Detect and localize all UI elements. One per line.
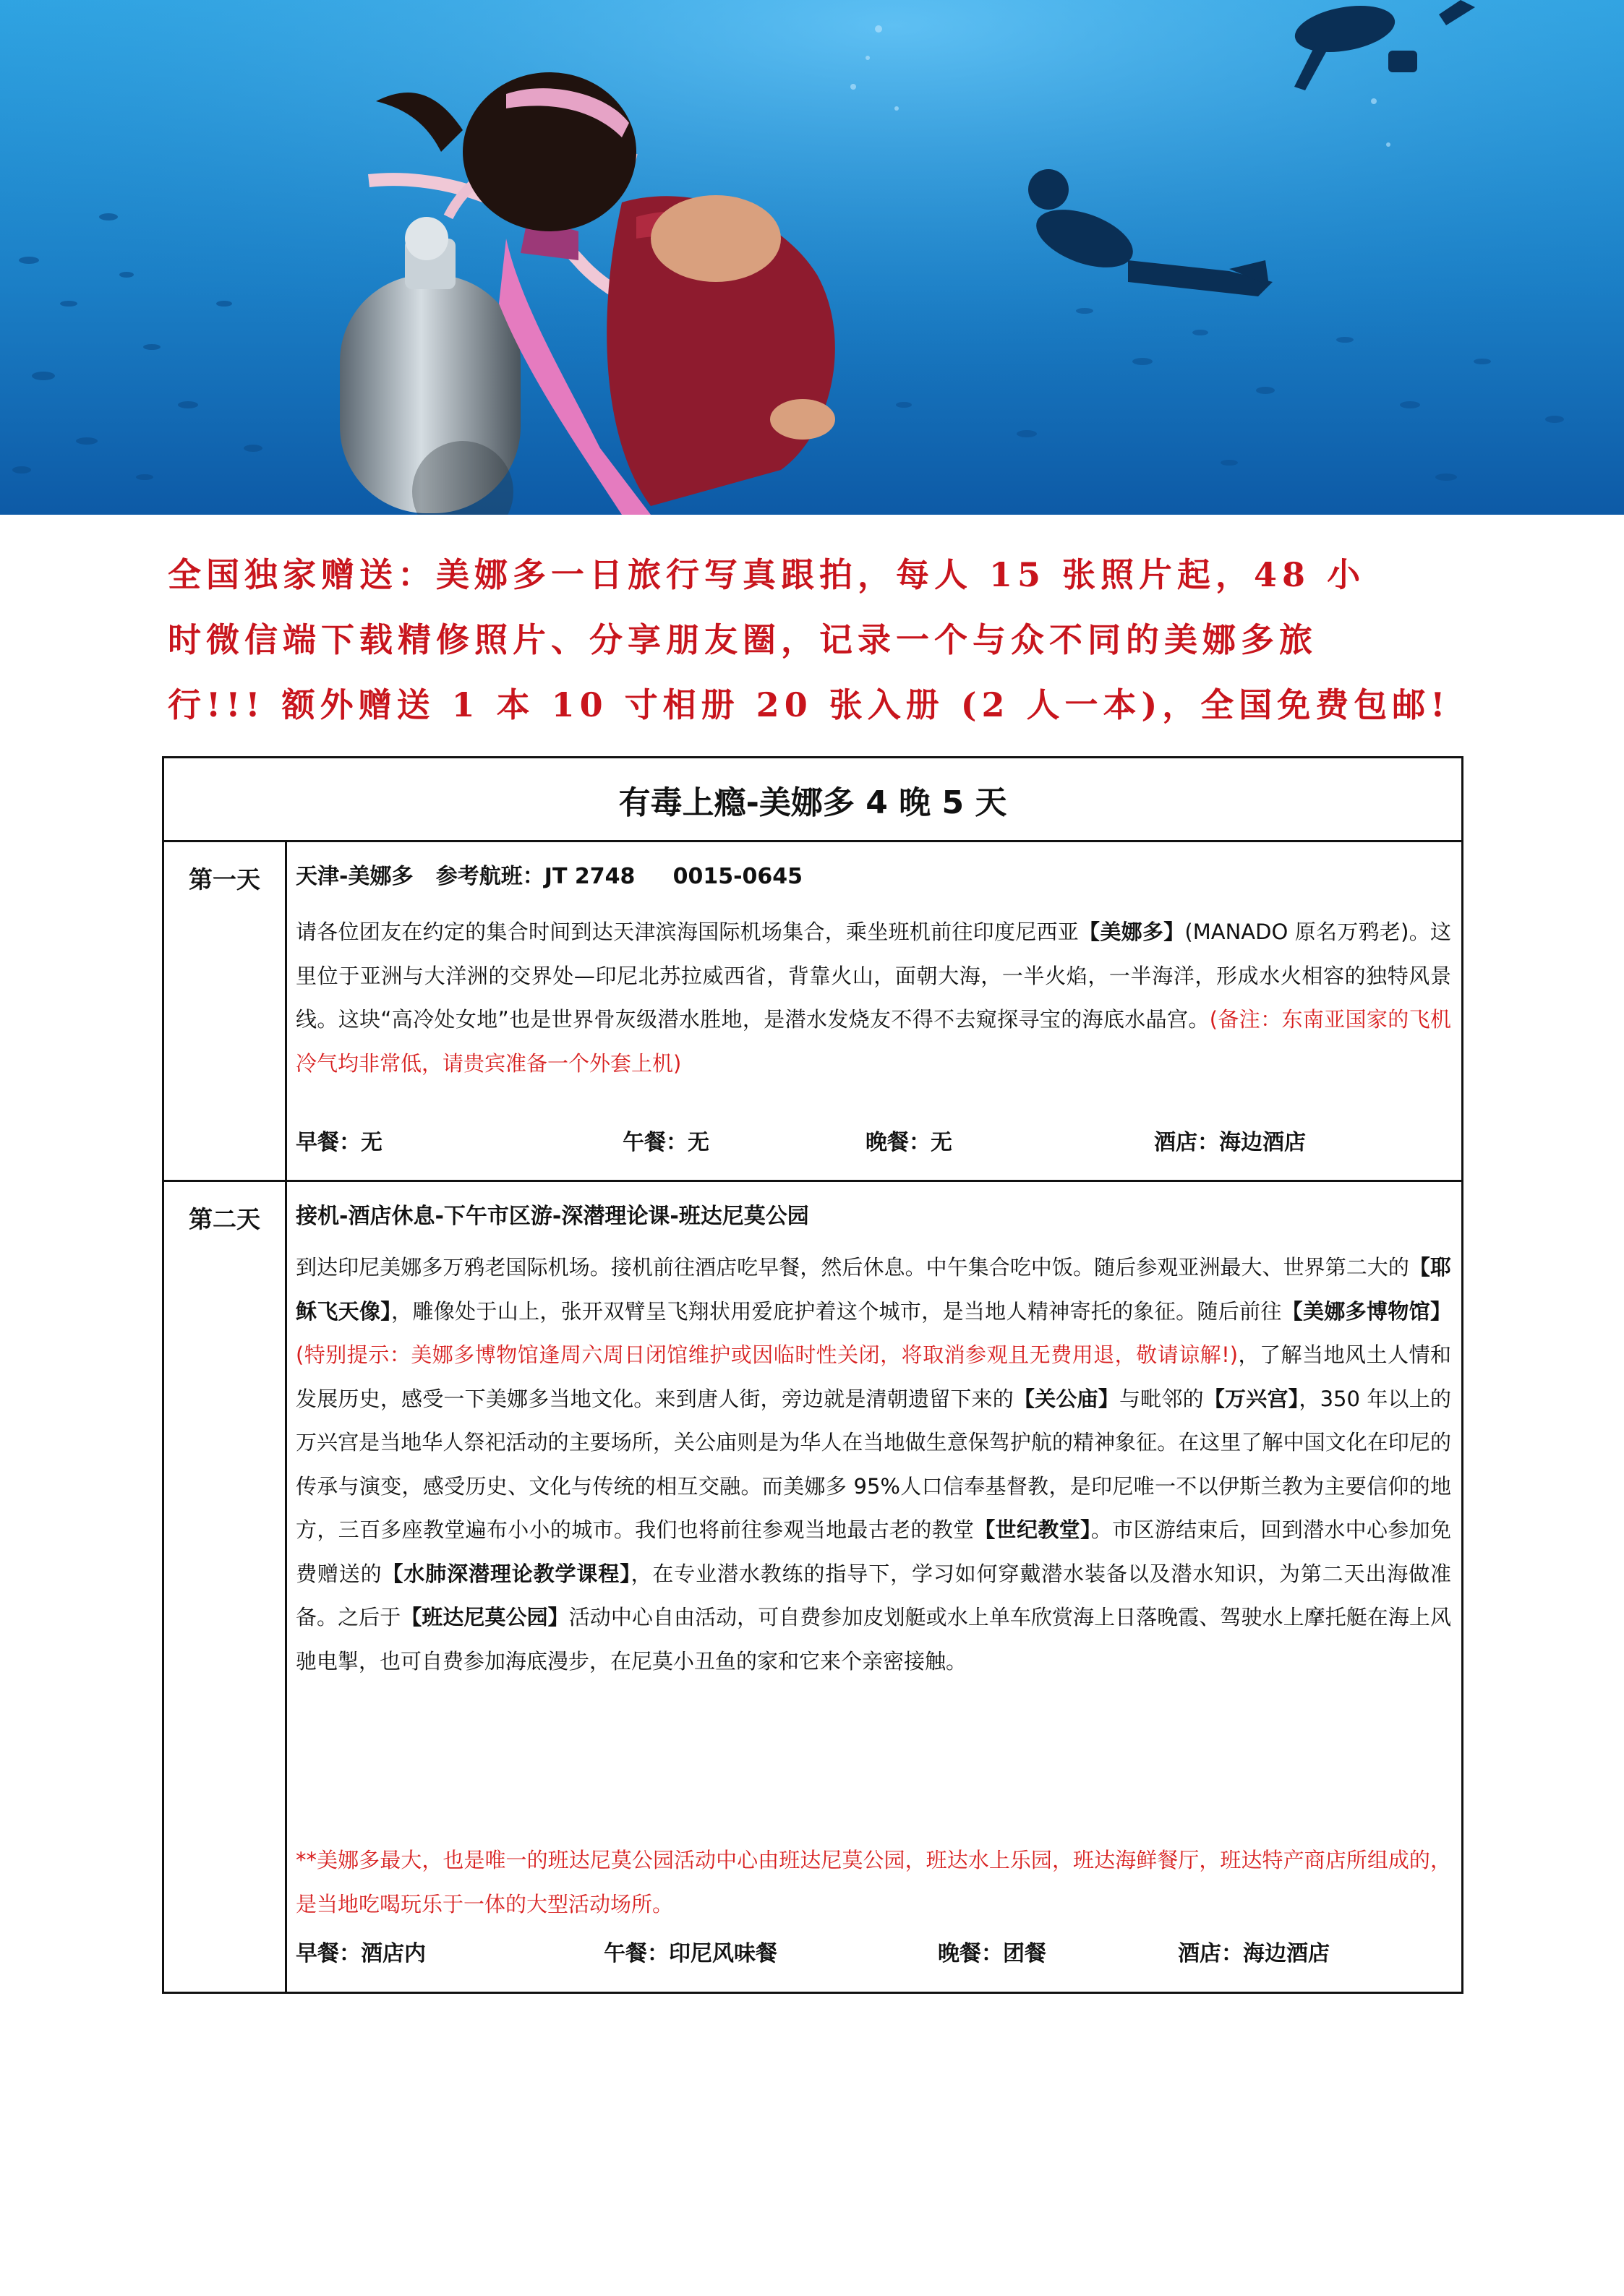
text-segment: ，350 年以上的万兴宫是当地华人祭祀活动的主要场所，关公庙则是为华人在当地做生意保驾护航的精神象征。在这里了解中国文化在印尼的传承与演变，感受历史、文化与传统的相互交融。而美娜多 95%人口信奉基督教，是印尼唯一不以伊斯兰教为主要信仰的地方，三百多座教堂遍布小小的城市。我们也将前往参观当地最古老的教堂 [296, 1386, 1451, 1542]
highlight-place: 【万兴宫】 [1203, 1386, 1299, 1411]
text-segment: 与毗邻的 [1119, 1386, 1204, 1411]
text-segment: 到达印尼美娜多万鸦老国际机场。接机前往酒店吃早餐，然后休息。中午集合吃中饭。随后参观亚洲最大、世界第二大的 [296, 1255, 1409, 1280]
lunch-info: 午餐：印尼风味餐 [604, 1941, 777, 1966]
hotel-info: 酒店：海边酒店 [1178, 1941, 1330, 1966]
text-segment: 活动中心自由活动，可自费参加皮划艇或水上单车欣赏海上日落晚霞、驾驶水上摩托艇在海上风驰电掣，也可自费参加海底漫步，在尼莫小丑鱼的家和它来个亲密接触。 [296, 1605, 1451, 1674]
note-text: (特别提示：美娜多博物馆逢周六周日闭馆维护或因临时性关闭，将取消参观且无费用退，敬请谅解!) [296, 1342, 1239, 1367]
highlight-place: 【美娜多】 [1079, 920, 1185, 944]
route-heading: 天津-美娜多 参考航班：JT 2748 0015-0645 [296, 864, 803, 889]
note-text: (备注：东南亚国家的飞机冷气均非常低，请贵宾准备一个外套上机) [296, 1007, 1451, 1076]
day-label: 第一天 [164, 842, 287, 1180]
day-row-2 [164, 1182, 1461, 1992]
text-segment: ，在专业潜水教练的指导下，学习如何穿戴潜水装备以及潜水知识，为第二天出海做准备。之后于 [296, 1561, 1451, 1629]
scuba-diver-illustration [0, 0, 1624, 515]
meals-row [296, 1124, 1451, 1153]
day-label: 第二天 [164, 1182, 287, 1992]
text-segment: (MANADO 原名万鸦老)。这里位于亚洲与大洋洲的交界处—印尼北苏拉威西省，背靠火山，面朝大海，一半火焰，一半海洋，形成水火相容的独特风景线。这块“高冷处女地”也是世界骨灰级潜水胜地，是潜水发烧友不得不去窥探寻宝的海底水晶宫。 [296, 920, 1451, 1032]
dinner-info: 晚餐：无 [866, 1130, 952, 1155]
hotel-info: 酒店：海边酒店 [1154, 1130, 1306, 1155]
breakfast-info: 早餐：无 [296, 1130, 383, 1155]
highlight-place: 【耶稣飞天像】 [296, 1255, 1451, 1324]
itinerary-table [162, 756, 1463, 1994]
route-heading: 接机-酒店休息-下午市区游-深潜理论课-班达尼莫公园 [296, 1204, 809, 1229]
promo-line: 行!!! 额外赠送 1 本 10 寸相册 20 张入册 (2 人一本)，全国免费包邮! [168, 685, 1450, 724]
promo-line: 时微信端下载精修照片、分享朋友圈，记录一个与众不同的美娜多旅 [168, 620, 1317, 659]
dinner-info: 晚餐：团餐 [938, 1941, 1046, 1966]
park-note: **美娜多最大，也是唯一的班达尼莫公园活动中心由班达尼莫公园，班达水上乐园，班达海鲜餐厅，班达特产商店所组成的，是当地吃喝玩乐于一体的大型活动场所。 [296, 1848, 1451, 1916]
day-content [296, 842, 1451, 1180]
day-description [296, 1246, 1451, 1683]
meals-row [296, 1935, 1451, 1964]
text-segment: ，雕像处于山上，张开双臂呈飞翔状用爱庇护着这个城市，是当地人精神寄托的象征。随后前往 [391, 1298, 1282, 1324]
lunch-info: 午餐：无 [623, 1130, 709, 1155]
text-segment: 请各位团友在约定的集合时间到达天津滨海国际机场集合，乘坐班机前往印度尼西亚 [296, 920, 1080, 944]
highlight-place: 【水肺深潜理论教学课程】 [382, 1561, 631, 1586]
breakfast-info: 早餐：酒店内 [296, 1941, 426, 1966]
highlight-place: 【关公庙】 [1013, 1386, 1119, 1411]
highlight-place: 【世纪教堂】 [974, 1517, 1091, 1542]
text-segment: 。市区游结束后，回到潜水中心参加免费赠送的 [296, 1517, 1451, 1586]
text-segment: ，了解当地风土人情和发展历史，感受一下美娜多当地文化。来到唐人街，旁边就是清朝遗留下来的 [296, 1342, 1451, 1411]
highlight-place: 【班达尼莫公园】 [401, 1605, 569, 1629]
day-row-1 [164, 842, 1461, 1182]
hero-photo [0, 0, 1624, 515]
highlight-place: 【美娜多博物馆】 [1281, 1298, 1451, 1324]
day-description [296, 910, 1451, 1085]
day-content [296, 1182, 1451, 1992]
promo-banner [168, 542, 1456, 737]
promo-line: 全国独家赠送：美娜多一日旅行写真跟拍，每人 15 张照片起，48 小 [168, 555, 1366, 594]
itinerary-title: 有毒上瘾-美娜多 4 晚 5 天 [164, 758, 1461, 842]
